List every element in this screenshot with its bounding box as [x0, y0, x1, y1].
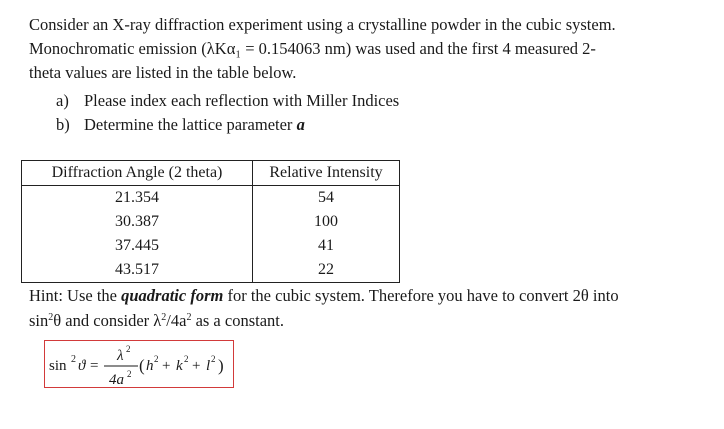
- question-a-text: Please index each reflection with Miller Indices: [84, 91, 400, 110]
- intro-line-3: theta values are listed in the table below.: [29, 63, 297, 82]
- hint-constant: as a constant.: [191, 311, 284, 330]
- question-b: [56, 113, 399, 137]
- hint-sup-1: 2: [48, 312, 54, 323]
- hint-theta-lambda: θ and consider λ: [53, 311, 162, 330]
- intensity-cell: 41: [253, 234, 400, 258]
- table-row: [22, 186, 400, 211]
- formula-paren-close: ): [218, 356, 224, 375]
- intro-line-1: Consider an X-ray diffraction experiment using a crystalline powder in the cubic system.: [29, 15, 616, 34]
- question-b-marker: b): [56, 115, 70, 134]
- formula-equals: =: [90, 358, 99, 374]
- hint-line-1: [29, 283, 619, 308]
- angle-cell: 43.517: [22, 258, 253, 283]
- formula-sin-exp: 2: [71, 354, 76, 365]
- question-b-text: Determine the lattice parameter: [84, 115, 297, 134]
- intensity-cell: 54: [253, 186, 400, 211]
- table-row: [22, 234, 400, 258]
- formula-h: h: [146, 358, 154, 374]
- table-row: [22, 258, 400, 283]
- formula-k: k: [176, 358, 183, 374]
- table-row: [22, 210, 400, 234]
- formula-theta: ϑ: [78, 358, 86, 374]
- header-intensity: Relative Intensity: [253, 161, 400, 186]
- formula-plus-1: +: [162, 358, 171, 374]
- question-list: [56, 89, 399, 137]
- hint-line-2: [29, 308, 619, 333]
- angle-cell: 30.387: [22, 210, 253, 234]
- header-angle: Diffraction Angle (2 theta): [22, 161, 253, 186]
- hint-paragraph: [29, 283, 619, 333]
- formula-numerator-exp: 2: [126, 344, 131, 354]
- hint-sup-3: 2: [186, 312, 192, 323]
- formula-numerator: λ: [117, 348, 124, 364]
- formula-plus-2: +: [192, 358, 201, 374]
- formula-denominator: 4a: [109, 372, 124, 388]
- hint-emph: quadratic form: [121, 286, 224, 305]
- formula-k-exp: 2: [184, 354, 189, 364]
- hint-sin: sin: [29, 311, 49, 330]
- question-a: [56, 89, 399, 113]
- intensity-cell: 22: [253, 258, 400, 283]
- hint-prefix: Hint: Use the: [29, 286, 122, 305]
- formula-box: [44, 340, 234, 388]
- angle-cell: 37.445: [22, 234, 253, 258]
- hint-rest: for the cubic system. Therefore you have to convert 2θ into: [223, 286, 619, 305]
- problem-statement: [29, 13, 709, 85]
- formula-l-exp: 2: [211, 354, 216, 364]
- table-header-row: [22, 161, 400, 186]
- hint-sup-2: 2: [161, 312, 167, 323]
- question-b-emph: a: [296, 115, 305, 134]
- formula-sin: sin: [49, 358, 67, 374]
- intro-line-2: Monochromatic emission (λKα₁ = 0.154063 nm) was used and the first 4 measured 2-: [29, 39, 596, 58]
- question-a-marker: a): [56, 91, 69, 110]
- formula-l: l: [206, 358, 211, 374]
- intensity-cell: 100: [253, 210, 400, 234]
- hint-4a: /4a: [166, 311, 187, 330]
- diffraction-table: [21, 160, 400, 283]
- formula-denominator-exp: 2: [127, 369, 132, 379]
- formula-h-exp: 2: [154, 354, 159, 364]
- angle-cell: 21.354: [22, 186, 253, 211]
- formula-paren-open: (: [139, 356, 145, 375]
- quadratic-form-formula: [45, 341, 235, 389]
